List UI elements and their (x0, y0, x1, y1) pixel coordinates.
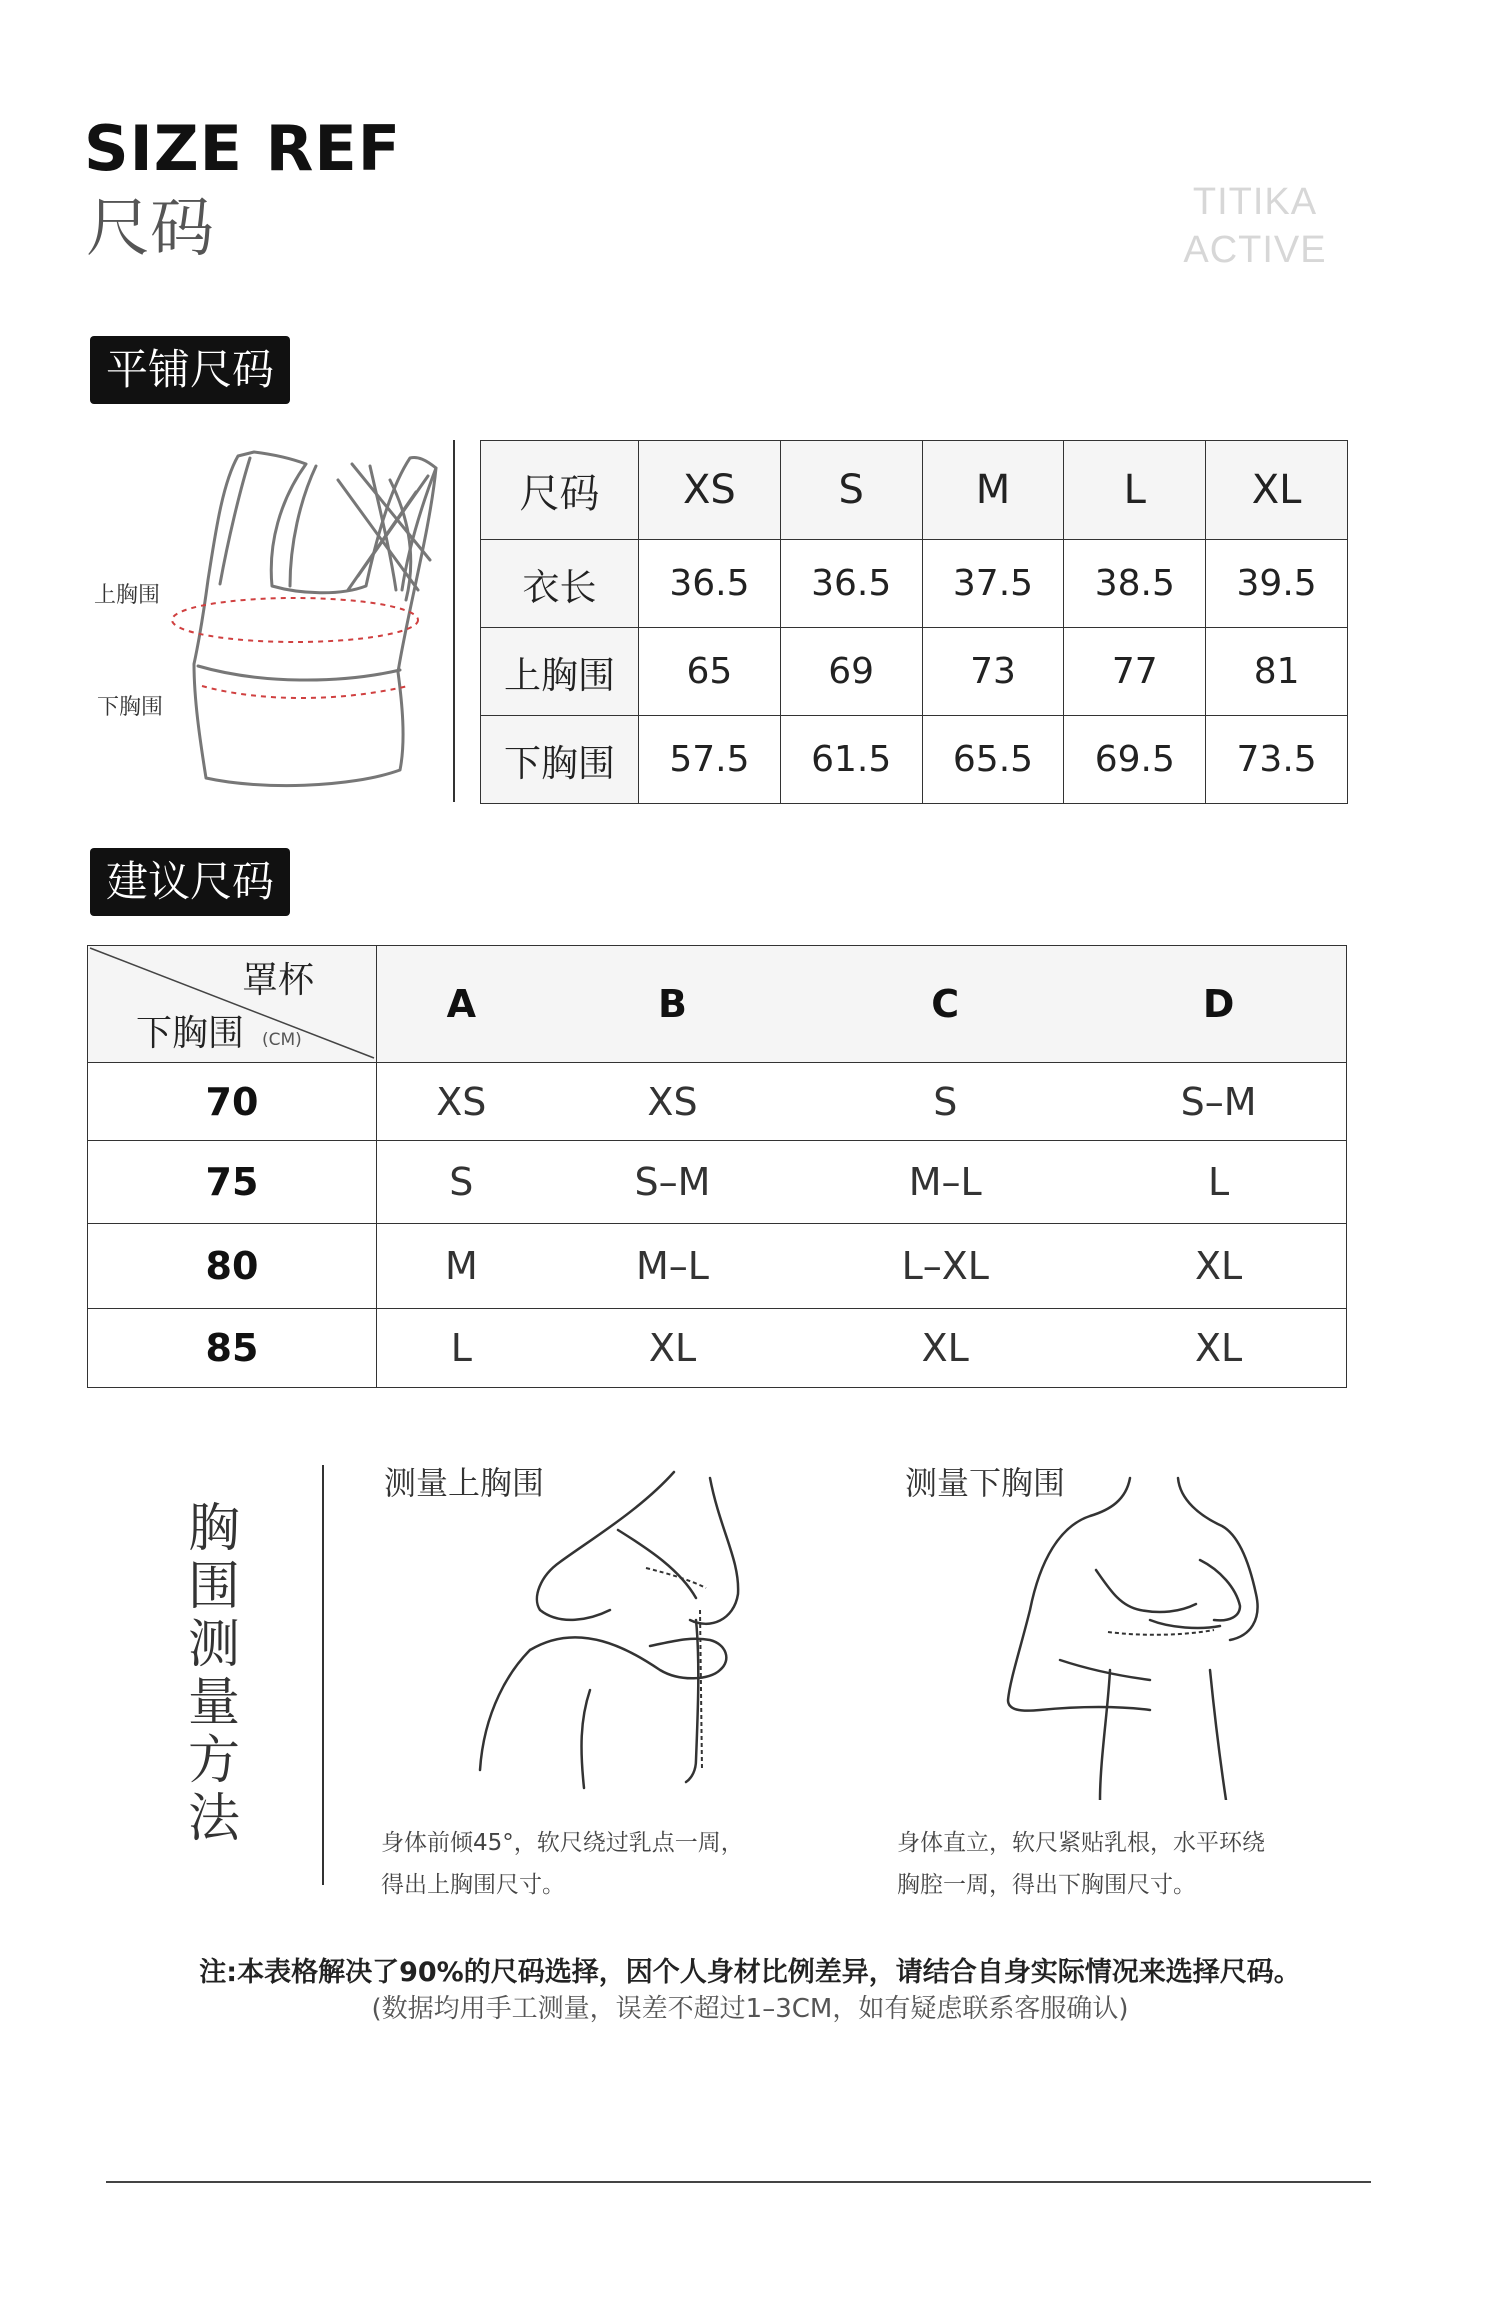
table-cell: S (799, 1063, 1091, 1141)
corner-band-label: 下胸围 (136, 1013, 245, 1054)
upper-bust-guide (172, 598, 418, 642)
table-cell: XL (1091, 1309, 1346, 1388)
table-cell: M (377, 1224, 546, 1309)
table-row (88, 1224, 1347, 1309)
method-title (188, 1500, 248, 1848)
table-cell: L (377, 1309, 546, 1388)
table-row (481, 628, 1348, 716)
table-cell: 65.5 (922, 716, 1064, 804)
table-cell: M–L (546, 1224, 800, 1309)
upper-measure-illustration (470, 1470, 770, 1790)
divider-rule (106, 2181, 1371, 2183)
cup-header: A (377, 946, 546, 1063)
flat-size-table (480, 440, 1348, 804)
table-row (88, 1309, 1347, 1388)
lower-measure-desc (897, 1822, 1265, 1906)
upper-desc-line-2: 得出上胸围尺寸。 (381, 1872, 565, 1898)
table-cell: 61.5 (780, 716, 922, 804)
lower-measure-label: 测量下胸围 (905, 1464, 1066, 1502)
corner-unit-label: (CM) (262, 1030, 302, 1050)
row-label: 衣长 (481, 540, 639, 628)
table-cell: XL (1091, 1224, 1346, 1309)
bra-diagram (90, 440, 450, 810)
corner-cell (88, 946, 377, 1063)
table-cell: XL (799, 1309, 1091, 1388)
table-cell: 73 (922, 628, 1064, 716)
recommend-size-table (87, 945, 1347, 1388)
table-cell: 69 (780, 628, 922, 716)
size-header: L (1064, 441, 1206, 540)
corner-cup-label: 罩杯 (241, 960, 314, 1001)
row-label: 上胸围 (481, 628, 639, 716)
table-cell: 36.5 (780, 540, 922, 628)
under-bust-guide (202, 686, 408, 698)
table-cell: L–XL (799, 1224, 1091, 1309)
table-row (88, 1063, 1347, 1141)
cup-header: C (799, 946, 1091, 1063)
lower-measure-illustration (1000, 1470, 1300, 1800)
size-header: XS (639, 441, 781, 540)
table-cell: 38.5 (1064, 540, 1206, 628)
row-label: 下胸围 (481, 716, 639, 804)
upper-measure-label: 测量上胸围 (384, 1464, 545, 1502)
lower-desc-line-2: 胸腔一周，得出下胸围尺寸。 (897, 1872, 1196, 1898)
table-header-row (88, 946, 1347, 1063)
method-divider (322, 1465, 324, 1885)
page-title-cn: 尺码 (86, 192, 214, 266)
table-cell: L (1091, 1141, 1346, 1224)
table-row (88, 1141, 1347, 1224)
size-header: XL (1206, 441, 1348, 540)
table-cell: 65 (639, 628, 781, 716)
table-header-row (481, 441, 1348, 540)
band-label: 85 (88, 1309, 377, 1388)
footnote-sub: (数据均用手工测量，误差不超过1–3CM，如有疑虑联系客服确认) (371, 1994, 1129, 2024)
upper-measure-desc (381, 1822, 744, 1906)
diagram-label-upper: 上胸围 (94, 583, 161, 608)
table-cell: XS (377, 1063, 546, 1141)
table-cell: XL (546, 1309, 800, 1388)
table-cell: M–L (799, 1141, 1091, 1224)
table-row (481, 540, 1348, 628)
brand-line-1: TITIKA (1192, 181, 1318, 223)
band-label: 80 (88, 1224, 377, 1309)
table-cell: S (377, 1141, 546, 1224)
table-cell: 77 (1064, 628, 1206, 716)
brand-watermark (1150, 178, 1360, 274)
method-title-text: 胸围测量方法 (188, 1499, 241, 1849)
diagram-label-lower: 下胸围 (97, 695, 164, 720)
lower-desc-line-1: 身体直立，软尺紧贴乳根，水平环绕 (897, 1830, 1265, 1856)
table-cell: 57.5 (639, 716, 781, 804)
cup-header: B (546, 946, 800, 1063)
table-corner-label: 尺码 (481, 441, 639, 540)
table-cell: 37.5 (922, 540, 1064, 628)
upper-desc-line-1: 身体前倾45°，软尺绕过乳点一周， (381, 1830, 744, 1856)
size-header: M (922, 441, 1064, 540)
table-cell: 36.5 (639, 540, 781, 628)
table-row (481, 716, 1348, 804)
band-label: 75 (88, 1141, 377, 1224)
section-divider (453, 440, 455, 802)
table-cell: XS (546, 1063, 800, 1141)
footnote-main: 注:本表格解决了90%的尺码选择，因个人身材比例差异，请结合自身实际情况来选择尺码。 (199, 1957, 1301, 1988)
table-cell: 81 (1206, 628, 1348, 716)
recommend-size-tag: 建议尺码 (90, 848, 290, 916)
cup-header: D (1091, 946, 1346, 1063)
table-cell: 73.5 (1206, 716, 1348, 804)
table-cell: S–M (546, 1141, 800, 1224)
page-title-en: SIZE REF (84, 112, 402, 185)
table-cell: 39.5 (1206, 540, 1348, 628)
table-cell: S–M (1091, 1063, 1346, 1141)
flat-size-tag: 平铺尺码 (90, 336, 290, 404)
size-header: S (780, 441, 922, 540)
brand-line-2: ACTIVE (1183, 229, 1327, 271)
table-cell: 69.5 (1064, 716, 1206, 804)
band-label: 70 (88, 1063, 377, 1141)
